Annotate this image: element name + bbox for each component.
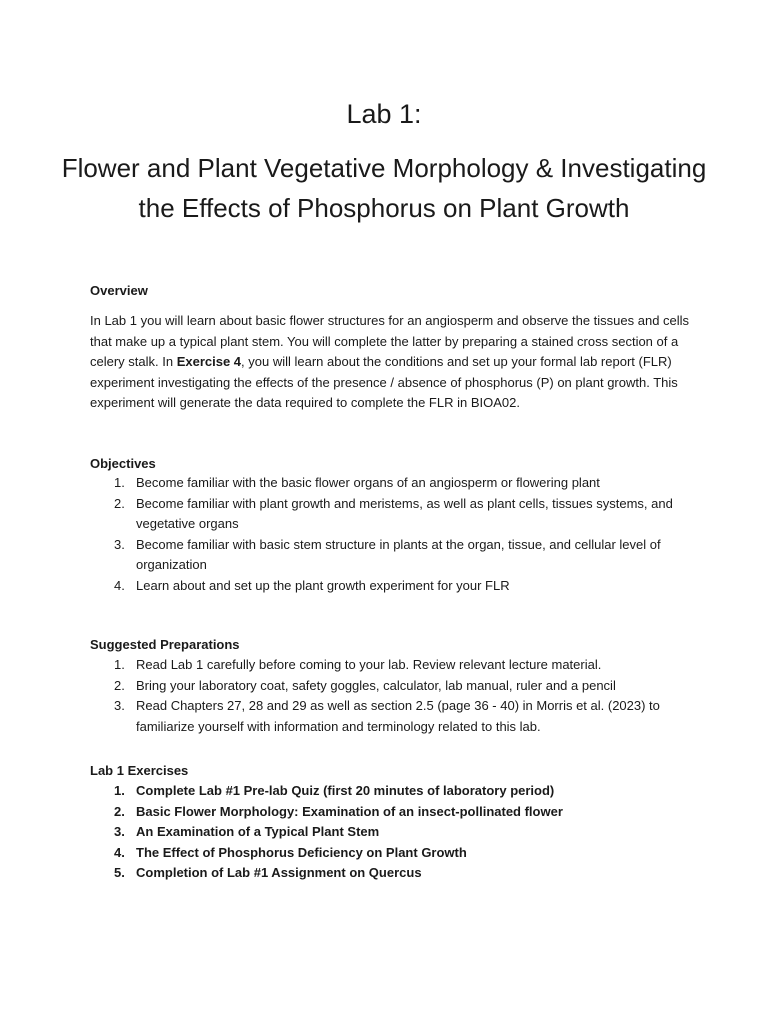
list-number: 4. xyxy=(114,577,125,593)
list-item-text: Bring your laboratory coat, safety goggles, calculator, lab manual, ruler and a pencil xyxy=(136,677,616,693)
list-number: 2. xyxy=(114,803,125,819)
list-number: 5. xyxy=(114,865,125,880)
list-item xyxy=(90,696,690,737)
list-item xyxy=(90,781,690,802)
list-item-text: Basic Flower Morphology: Examination of an insect-pollinated flower xyxy=(136,803,563,819)
list-item-text: Become familiar with basic stem structure in plants at the organ, tissue, and cellular level of organization xyxy=(136,536,661,572)
list-item-text: Completion of Lab #1 Assignment on Quercus xyxy=(136,865,422,880)
list-item xyxy=(90,535,690,576)
overview-text-part1: In Lab 1 you will learn about basic flower structures for an angiosperm and observe the tissues and cells that make up a typical plant stem. You will complete the latter by preparing a stained cross section of a celery stalk. In xyxy=(90,313,690,369)
preparations-list xyxy=(90,655,690,737)
exercises-list xyxy=(90,781,690,884)
overview-heading: Overview xyxy=(90,283,148,298)
list-number: 1. xyxy=(114,657,125,672)
list-item-text: Complete Lab #1 Pre-lab Quiz (first 20 minutes of laboratory period) xyxy=(136,783,555,798)
list-number: 4. xyxy=(114,844,125,860)
list-item xyxy=(90,863,690,884)
list-item-text: Read Lab 1 carefully before coming to your lab. Review relevant lecture material. xyxy=(136,657,602,672)
list-number: 3. xyxy=(114,698,125,713)
list-item xyxy=(90,802,690,823)
overview-paragraph xyxy=(90,311,690,414)
list-item xyxy=(90,676,690,697)
overview-text-bold: Exercise 4 xyxy=(176,354,242,369)
list-item-text: Learn about and set up the plant growth experiment for your FLR xyxy=(136,577,510,593)
objectives-heading: Objectives xyxy=(90,456,156,471)
list-item xyxy=(90,494,690,535)
list-item-text: An Examination of a Typical Plant Stem xyxy=(136,824,380,839)
list-item xyxy=(90,473,690,494)
exercises-heading: Lab 1 Exercises xyxy=(90,763,189,778)
list-item xyxy=(90,576,690,597)
overview-text-part2: , you will learn about the conditions and set up your formal lab report (FLR) experiment investigating the effects of the presence / absence of phosphorus (P) on plant growth. This experiment will generate the data required to complete the FLR in BIOA02. xyxy=(90,354,678,410)
main-title: Flower and Plant Vegetative Morphology & Investigating the Effects of Phosphorus on Plant Growth xyxy=(61,153,707,223)
list-item xyxy=(90,843,690,864)
list-item xyxy=(90,822,690,843)
list-number: 1. xyxy=(114,475,125,490)
preparations-heading: Suggested Preparations xyxy=(90,637,240,652)
lab-title: Lab 1: xyxy=(346,99,422,129)
list-item-text: Become familiar with the basic flower organs of an angiosperm or flowering plant xyxy=(136,475,600,490)
list-item xyxy=(90,655,690,676)
list-item-text: The Effect of Phosphorus Deficiency on Plant Growth xyxy=(136,844,467,860)
objectives-list xyxy=(90,473,690,596)
list-number: 3. xyxy=(114,824,125,839)
list-number: 2. xyxy=(114,495,125,511)
list-number: 2. xyxy=(114,677,125,693)
list-number: 3. xyxy=(114,536,125,552)
list-number: 1. xyxy=(114,783,125,798)
list-item-text: Become familiar with plant growth and meristems, as well as plant cells, tissues systems, and vegetative organs xyxy=(136,495,673,531)
list-item-text: Read Chapters 27, 28 and 29 as well as section 2.5 (page 36 - 40) in Morris et al. (2023) to familiarize yourself with information and terminology related to this lab. xyxy=(136,698,660,734)
